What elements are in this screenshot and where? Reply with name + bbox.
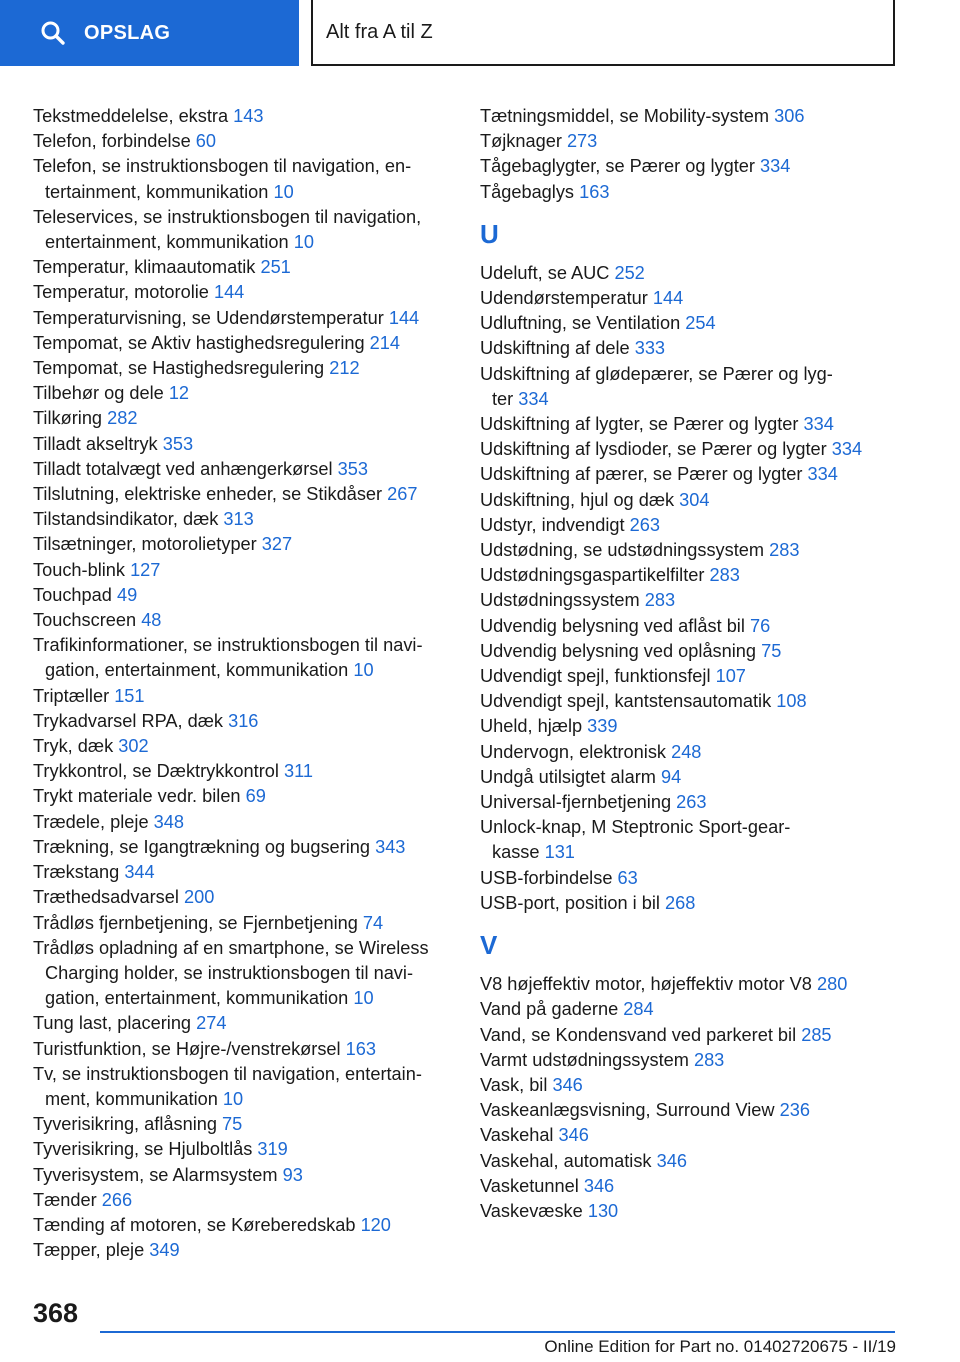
page-reference-link[interactable]: 10 bbox=[222, 1088, 244, 1109]
index-entry-text: Tågebaglygter, se Pærer og lygter bbox=[480, 156, 755, 177]
page-reference-link[interactable]: 283 bbox=[644, 590, 676, 611]
index-entry-text: Udstødningssystem bbox=[480, 590, 640, 611]
index-entry-text: Vasketunnel bbox=[480, 1175, 579, 1196]
index-entry bbox=[480, 129, 900, 154]
page-reference-link[interactable]: 200 bbox=[183, 887, 215, 908]
index-entry bbox=[480, 972, 900, 997]
page-reference-link[interactable]: 343 bbox=[375, 836, 406, 857]
page-reference-link[interactable]: 334 bbox=[760, 156, 791, 177]
page-reference-link[interactable]: 107 bbox=[715, 666, 746, 687]
page-reference-link[interactable]: 144 bbox=[652, 288, 684, 309]
index-entry-text: Trykkontrol, se Dæktrykkontrol bbox=[33, 761, 279, 782]
index-entry bbox=[33, 1137, 453, 1162]
page-reference-link[interactable]: 349 bbox=[149, 1240, 180, 1261]
index-entry-text: Tempomat, se Aktiv hastighedsregulering bbox=[33, 332, 365, 353]
index-entry bbox=[33, 583, 453, 608]
index-entry bbox=[480, 154, 900, 179]
index-entry-text: Trædele, pleje bbox=[33, 811, 149, 832]
index-entry-text: Temperatur, motorolie bbox=[33, 282, 209, 303]
index-entry-text: Tilladt akseltryk bbox=[33, 433, 158, 454]
page-reference-link[interactable]: 248 bbox=[671, 741, 702, 762]
page-reference-link[interactable]: 346 bbox=[583, 1175, 615, 1196]
index-entry-text: USB-port, position i bil bbox=[480, 892, 660, 913]
page-reference-link[interactable]: 93 bbox=[282, 1164, 303, 1185]
page-reference-link[interactable]: 316 bbox=[228, 710, 259, 731]
page-reference-link[interactable]: 304 bbox=[679, 489, 710, 510]
index-entry bbox=[33, 860, 453, 885]
index-entry-text: Trykadvarsel RPA, dæk bbox=[33, 710, 224, 731]
page-reference-link[interactable]: 10 bbox=[353, 988, 374, 1009]
index-entry bbox=[33, 810, 453, 835]
index-entry-text: Universal-fjernbetjening bbox=[480, 792, 672, 813]
index-entry-text: Tyverisystem, se Alarmsystem bbox=[33, 1164, 278, 1185]
index-entry bbox=[480, 412, 900, 437]
index-entry bbox=[33, 684, 453, 709]
index-entry bbox=[33, 356, 453, 381]
index-entry-text: Tætningsmiddel, se Mobility-system bbox=[480, 106, 770, 126]
page-reference-link[interactable]: 151 bbox=[114, 685, 145, 706]
index-entry bbox=[33, 482, 453, 507]
index-entry bbox=[480, 997, 900, 1022]
search-tab[interactable] bbox=[0, 0, 299, 66]
index-entry bbox=[33, 280, 453, 305]
index-entry bbox=[33, 608, 453, 633]
index-letter-heading: U bbox=[480, 218, 499, 249]
index-entry bbox=[480, 1098, 900, 1123]
index-entry bbox=[480, 740, 900, 765]
index-entry bbox=[480, 1048, 900, 1073]
index-entry-text: Udstødningsgaspartikelfilter bbox=[480, 565, 705, 586]
index-entry bbox=[33, 381, 453, 406]
index-entry-text: Undervogn, elektronisk bbox=[480, 741, 667, 762]
page-reference-link[interactable]: 346 bbox=[552, 1074, 583, 1095]
index-entry-text: Unlock-knap, M Steptronic Sport-gear‐ kasse bbox=[480, 817, 791, 863]
index-entry-text: Udskiftning af lysdioder, se Pærer og lygter bbox=[480, 439, 827, 460]
page-reference-link[interactable]: 319 bbox=[257, 1139, 288, 1160]
page-reference-link[interactable]: 280 bbox=[816, 974, 848, 995]
index-entry bbox=[480, 538, 900, 563]
page-reference-link[interactable]: 284 bbox=[623, 999, 654, 1020]
index-entry bbox=[480, 261, 900, 286]
index-entry bbox=[33, 709, 453, 734]
page-reference-link[interactable]: 69 bbox=[245, 786, 266, 807]
page-reference-link[interactable]: 131 bbox=[544, 842, 575, 863]
index-entry bbox=[33, 154, 453, 204]
index-entry-text: Touchscreen bbox=[33, 610, 137, 631]
breadcrumb bbox=[311, 0, 895, 66]
index-entry-text: Vaskehal, automatisk bbox=[480, 1150, 652, 1171]
index-entry bbox=[480, 689, 900, 714]
index-entry-text: Udluftning, se Ventilation bbox=[480, 313, 681, 334]
page-reference-link[interactable]: 48 bbox=[141, 610, 162, 631]
index-entry-text: Tung last, placering bbox=[33, 1013, 192, 1034]
index-entry bbox=[33, 507, 453, 532]
index-entry bbox=[33, 1112, 453, 1137]
page-reference-link[interactable]: 344 bbox=[124, 862, 155, 883]
index-entry-text: Tænder bbox=[33, 1189, 97, 1210]
index-entry bbox=[33, 432, 453, 457]
page-reference-link[interactable]: 266 bbox=[101, 1189, 133, 1210]
index-entry-text: Tænding af motoren, se Køreberedskab bbox=[33, 1214, 356, 1235]
index-entry bbox=[33, 457, 453, 482]
page-reference-link[interactable]: 127 bbox=[130, 559, 161, 580]
index-entry-text: Undgå utilsigtet alarm bbox=[480, 766, 656, 787]
page-reference-link[interactable]: 263 bbox=[676, 792, 707, 813]
index-entry-text: Teleservices, se instruktionsbogen til navigation, entertainment, kommunikation bbox=[33, 206, 422, 253]
page-reference-link[interactable]: 334 bbox=[807, 464, 838, 485]
page-reference-link[interactable]: 49 bbox=[116, 584, 138, 605]
footer-divider bbox=[100, 1331, 895, 1333]
index-entry bbox=[480, 790, 900, 815]
page-reference-link[interactable]: 282 bbox=[107, 408, 138, 429]
index-column-right bbox=[480, 104, 900, 1224]
index-entry-text: Tilladt totalvægt ved anhængerkørsel bbox=[33, 458, 333, 479]
index-entry-text: Tv, se instruktionsbogen til navigation, entertain‐ ment, kommunikation bbox=[33, 1063, 422, 1109]
page-reference-link[interactable]: 333 bbox=[634, 338, 666, 359]
index-entry-text: Tilsætninger, motorolietyper bbox=[33, 534, 257, 555]
index-entry-text: Trykt materiale vedr. bilen bbox=[33, 786, 241, 807]
page-reference-link[interactable]: 212 bbox=[329, 358, 360, 379]
index-entry bbox=[33, 1037, 453, 1062]
index-column-left bbox=[33, 104, 453, 1263]
index-entry bbox=[480, 462, 900, 487]
page-reference-link[interactable]: 311 bbox=[283, 761, 313, 782]
page-reference-link[interactable]: 313 bbox=[223, 509, 254, 530]
page-reference-link[interactable]: 75 bbox=[761, 640, 782, 661]
index-entry-text: Tilbehør og dele bbox=[33, 383, 164, 404]
index-entry-text: Vaskeanlægsvisning, Surround View bbox=[480, 1100, 775, 1121]
index-entry-text: Trækstang bbox=[33, 862, 120, 883]
footer-edition-text: Online Edition for Part no. 01402720675 - II/19 bbox=[544, 1337, 896, 1356]
index-entry-text: Uheld, hjælp bbox=[480, 716, 583, 737]
index-entry-text: Telefon, forbindelse bbox=[33, 131, 191, 152]
index-entry bbox=[480, 286, 900, 311]
index-entry bbox=[33, 104, 453, 129]
page-reference-link[interactable]: 283 bbox=[769, 540, 800, 561]
page-reference-link[interactable]: 334 bbox=[518, 388, 549, 409]
index-entry-text: Udeluft, se AUC bbox=[480, 262, 610, 283]
page-reference-link[interactable]: 12 bbox=[168, 383, 190, 404]
index-entry bbox=[480, 714, 900, 739]
index-entry-text: Tilkøring bbox=[33, 408, 103, 429]
index-entry-text: Tøjknager bbox=[480, 131, 562, 152]
index-entry-text: Turistfunktion, se Højre-/venstrekørsel bbox=[33, 1038, 341, 1059]
index-entry-text: Trådløs fjernbetjening, se Fjernbetjening bbox=[33, 912, 358, 933]
page-reference-link[interactable]: 60 bbox=[195, 131, 217, 152]
index-entry-text: Udstødning, se udstødningssystem bbox=[480, 540, 765, 561]
index-entry bbox=[33, 885, 453, 910]
index-entry bbox=[480, 664, 900, 689]
page-reference-link[interactable]: 63 bbox=[617, 867, 638, 888]
index-entry-text: Tekstmeddelelse, ekstra bbox=[33, 106, 229, 126]
index-entry-text: Udstyr, indvendigt bbox=[480, 514, 625, 535]
index-entry-text: Touch-blink bbox=[33, 559, 125, 580]
index-entry-text: Udvendig belysning ved oplåsning bbox=[480, 640, 757, 661]
page-reference-link[interactable]: 94 bbox=[660, 766, 682, 787]
index-entry bbox=[480, 563, 900, 588]
index-entry-text: Telefon, se instruktionsbogen til navigation, en‐ tertainment, kommunikation bbox=[33, 156, 412, 202]
index-entry-text: Tryk, dæk bbox=[33, 736, 114, 757]
index-entry bbox=[480, 614, 900, 639]
index-entry-text: V8 højeffektiv motor, højeffektiv motor V8 bbox=[480, 974, 812, 995]
index-letter-heading: V bbox=[480, 930, 498, 961]
page-reference-link[interactable]: 348 bbox=[153, 811, 185, 832]
index-entry bbox=[480, 488, 900, 513]
page-reference-link[interactable]: 108 bbox=[776, 691, 807, 712]
index-entry-text: Vask, bil bbox=[480, 1074, 548, 1095]
index-entry bbox=[480, 639, 900, 664]
index-entry bbox=[33, 1163, 453, 1188]
page-reference-link[interactable]: 75 bbox=[222, 1114, 243, 1135]
index-entry bbox=[33, 633, 453, 683]
index-entry bbox=[33, 835, 453, 860]
index-entry bbox=[480, 1149, 900, 1174]
index-entry bbox=[480, 815, 900, 865]
page-reference-link[interactable]: 254 bbox=[685, 313, 716, 334]
index-entry-text: Udskiftning af dele bbox=[480, 338, 630, 359]
index-entry-text: Temperaturvisning, se Udendørstemperatur bbox=[33, 307, 384, 328]
index-entry bbox=[33, 1213, 453, 1238]
page-reference-link[interactable]: 120 bbox=[360, 1214, 391, 1235]
index-entry bbox=[33, 1011, 453, 1036]
page-reference-link[interactable]: 251 bbox=[260, 257, 291, 278]
index-entry bbox=[480, 866, 900, 891]
index-entry bbox=[480, 311, 900, 336]
index-entry-text: Triptæller bbox=[33, 685, 110, 706]
page-reference-link[interactable]: 10 bbox=[273, 181, 294, 202]
page-reference-link[interactable]: 283 bbox=[709, 565, 740, 586]
index-entry bbox=[480, 1174, 900, 1199]
index-entry-text: Udskiftning af pærer, se Pærer og lygter bbox=[480, 464, 803, 485]
page-reference-link[interactable]: 283 bbox=[693, 1049, 725, 1070]
page-reference-link[interactable]: 274 bbox=[196, 1013, 227, 1034]
header-bar bbox=[0, 0, 960, 66]
page-reference-link[interactable]: 339 bbox=[587, 716, 618, 737]
page-reference-link[interactable]: 143 bbox=[233, 106, 264, 126]
index-entry bbox=[480, 180, 900, 205]
index-entry bbox=[33, 1188, 453, 1213]
index-entry-text: Tæpper, pleje bbox=[33, 1240, 145, 1261]
index-entry bbox=[480, 1073, 900, 1098]
index-entry bbox=[480, 362, 900, 412]
page-reference-link[interactable]: 252 bbox=[614, 262, 645, 283]
page-reference-link[interactable]: 353 bbox=[162, 433, 194, 454]
index-entry-text: Udvendig belysning ved aflåst bil bbox=[480, 615, 745, 636]
index-entry-text: Trækning, se Igangtrækning og bugsering bbox=[33, 836, 371, 857]
index-entry bbox=[33, 255, 453, 280]
index-entry bbox=[33, 306, 453, 331]
index-entry bbox=[480, 1123, 900, 1148]
page-reference-link[interactable]: 144 bbox=[388, 307, 420, 328]
index-entry bbox=[480, 765, 900, 790]
index-entry-text: Udskiftning af lygter, se Pærer og lygter bbox=[480, 414, 799, 435]
index-entry-text: Udskiftning, hjul og dæk bbox=[480, 489, 675, 510]
index-entry-text: Vaskehal bbox=[480, 1125, 554, 1146]
index-entry bbox=[33, 129, 453, 154]
page-reference-link[interactable]: 327 bbox=[261, 534, 293, 555]
index-entry bbox=[33, 1238, 453, 1263]
breadcrumb-text: Alt fra A til Z bbox=[326, 20, 433, 43]
index-entry-text: USB-forbindelse bbox=[480, 867, 613, 888]
index-entry-text: Udskiftning af glødepærer, se Pærer og lyg‐ ter bbox=[480, 363, 833, 409]
index-entry-text: Vaskevæske bbox=[480, 1200, 583, 1221]
page-reference-link[interactable]: 346 bbox=[558, 1125, 589, 1146]
index-entry-text: Udendørstemperatur bbox=[480, 288, 648, 309]
index-entry-text: Temperatur, klimaautomatik bbox=[33, 257, 256, 278]
index-entry bbox=[480, 891, 900, 916]
index-entry bbox=[480, 437, 900, 462]
index-entry bbox=[480, 588, 900, 613]
page-reference-link[interactable]: 163 bbox=[579, 181, 610, 202]
page-reference-link[interactable]: 306 bbox=[774, 106, 805, 126]
index-entry bbox=[33, 1062, 453, 1112]
index-entry bbox=[480, 1199, 900, 1224]
page-reference-link[interactable]: 268 bbox=[665, 892, 696, 913]
page-reference-link[interactable]: 76 bbox=[749, 615, 771, 636]
page-reference-link[interactable]: 163 bbox=[345, 1038, 377, 1059]
index-entry bbox=[33, 784, 453, 809]
index-entry-text: Trafikinformationer, se instruktionsbogen til navi‐ gation, entertainment, kommunikation bbox=[33, 635, 423, 681]
index-entry-text: Tågebaglys bbox=[480, 181, 575, 202]
index-entry bbox=[33, 911, 453, 936]
page-reference-link[interactable]: 285 bbox=[801, 1024, 832, 1045]
page-reference-link[interactable]: 214 bbox=[369, 332, 401, 353]
page-reference-link[interactable]: 273 bbox=[566, 131, 598, 152]
index-entry-text: Tilstandsindikator, dæk bbox=[33, 509, 219, 530]
page-reference-link[interactable]: 144 bbox=[213, 282, 245, 303]
page-reference-link[interactable]: 10 bbox=[353, 660, 374, 681]
page-reference-link[interactable]: 334 bbox=[831, 439, 863, 460]
page-reference-link[interactable]: 353 bbox=[337, 458, 368, 479]
index-entry bbox=[33, 406, 453, 431]
page-reference-link[interactable]: 346 bbox=[656, 1150, 687, 1171]
index-entry-text: Touchpad bbox=[33, 584, 112, 605]
search-tab-label: OPSLAG bbox=[84, 21, 171, 44]
index-entry bbox=[33, 532, 453, 557]
index-entry-text: Træthedsadvarsel bbox=[33, 887, 179, 908]
search-icon bbox=[40, 20, 66, 46]
index-entry bbox=[33, 205, 453, 255]
page-reference-link[interactable]: 10 bbox=[293, 232, 314, 253]
index-entry-text: Udvendigt spejl, kantstensautomatik bbox=[480, 691, 772, 712]
index-entry bbox=[33, 734, 453, 759]
page-reference-link[interactable]: 263 bbox=[629, 514, 660, 535]
index-entry bbox=[33, 759, 453, 784]
index-entry-text: Tilslutning, elektriske enheder, se Stikdåser bbox=[33, 484, 383, 505]
page-reference-link[interactable]: 236 bbox=[779, 1100, 810, 1121]
index-entry-text: Tyverisikring, aflåsning bbox=[33, 1114, 217, 1135]
page-reference-link[interactable]: 130 bbox=[587, 1200, 619, 1221]
page-number: 368 bbox=[33, 1298, 79, 1328]
index-entry-text: Vand, se Kondensvand ved parkeret bil bbox=[480, 1024, 797, 1045]
index-entry-text: Trådløs opladning af en smartphone, se Wireless Charging holder, se instruktionsbogen til navi‐ gation, entertainment, kommunikation bbox=[33, 937, 429, 1009]
index-entry-text: Vand på gaderne bbox=[480, 999, 619, 1020]
index-entry-text: Tempomat, se Hastighedsregulering bbox=[33, 358, 325, 379]
index-entry bbox=[480, 336, 900, 361]
index-entry bbox=[480, 513, 900, 538]
index-entry-text: Tyverisikring, se Hjulboltlås bbox=[33, 1139, 253, 1160]
index-entry-text: Varmt udstødningssystem bbox=[480, 1049, 689, 1070]
index-entry-text: Udvendigt spejl, funktionsfejl bbox=[480, 666, 711, 687]
index-entry bbox=[480, 1023, 900, 1048]
index-entry bbox=[33, 558, 453, 583]
page-reference-link[interactable]: 302 bbox=[118, 736, 149, 757]
page-reference-link[interactable]: 334 bbox=[803, 414, 834, 435]
index-entry bbox=[33, 936, 453, 1012]
page-reference-link[interactable]: 267 bbox=[387, 484, 418, 505]
page-reference-link[interactable]: 74 bbox=[362, 912, 384, 933]
index-entry bbox=[33, 331, 453, 356]
index-entry bbox=[480, 104, 900, 129]
